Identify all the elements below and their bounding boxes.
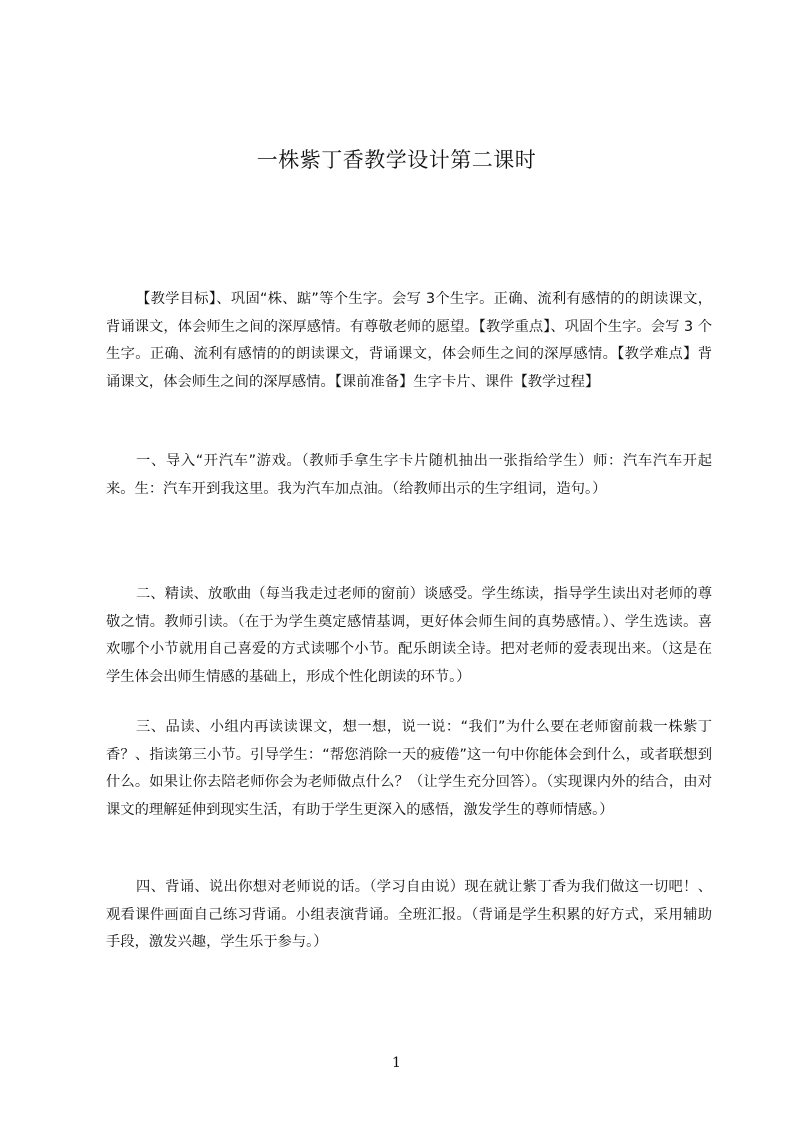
document-title: 一株紫丁香教学设计第二课时 xyxy=(256,148,537,172)
paragraph-objectives: 【教学目标】、巩固“株、踮”等个生字。会写 3个生字。正确、流利有感情的的朗读课文，背诵课文，体会师生之间的深厚感情。有尊敬老师的愿望。【教学重点】、巩固个生字。会写 3 个生字。正确、流利有感情的的朗读课文，背诵课文，体会师生之间的深厚感情。【教学难点】背诵课文，体会师生之间的深厚感情。【课前准备】生字卡片、课件【教学过程】 xyxy=(106,291,712,390)
paragraph-section-two: 二、精读、放歌曲（每当我走过老师的窗前）谈感受。学生练读，指导学生读出对老师的尊敬之情。教师引读。（在于为学生奠定感情基调，更好体会师生间的真势感情。）、学生选读。喜欢哪个小节就用自己喜爱的方式读哪个小节。配乐朗读全诗。把对老师的爱表现出来。（这是在学生体会出师生情感的基础上，形成个性化朗读的环节。） xyxy=(106,586,712,685)
paragraph-section-four: 四、背诵、说出你想对老师说的话。（学习自由说）现在就让紫丁香为我们做这一切吧！、观看课件画面自己练习背诵。小组表演背诵。全班汇报。（背诵是学生积累的好方式，采用辅助手段，激发兴趣，学生乐于参与。） xyxy=(106,879,712,950)
page-number: 1 xyxy=(392,1055,401,1071)
paragraph-section-three: 三、品读、小组内再读读课文，想一想，说一说：“我们”为什么要在老师窗前栽一株紫丁香？、指读第三小节。引导学生：“帮您消除一天的疲倦”这一句中你能体会到什么，或者联想到什么。如果让你去陪老师你会为老师做点什么？（让学生充分回答）。（实现课内外的结合，由对课文的理解延伸到现实生活，有助于学生更深入的感悟，激发学生的尊师情感。） xyxy=(106,719,712,818)
paragraph-section-one: 一、导入“开汽车”游戏。（教师手拿生字卡片随机抽出一张指给学生）师：汽车汽车开起来。生：汽车开到我这里。我为汽车加点油。（给教师出示的生字组词，造句。） xyxy=(106,453,712,497)
